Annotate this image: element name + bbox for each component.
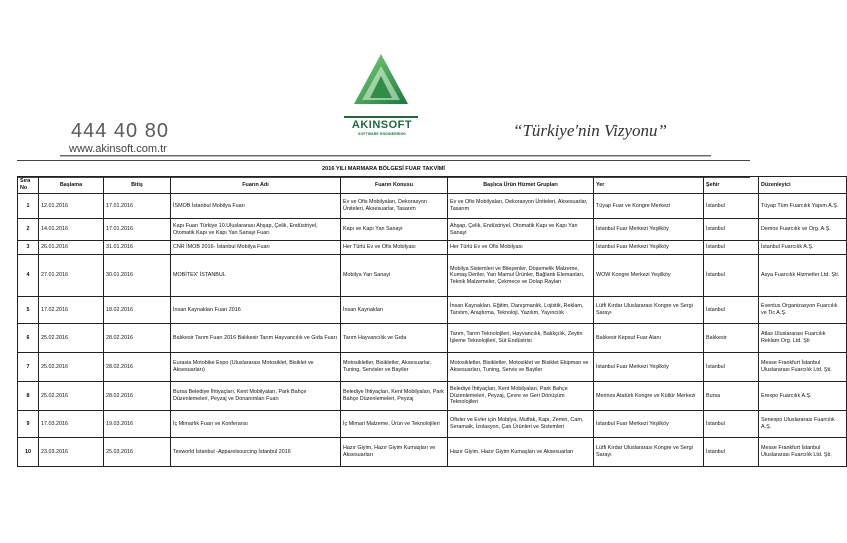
col-urun-gruplari-cell: Tarım, Tarım Teknolojileri, Hayvancılık, Balıkçılık, Zeytin İşleme Teknolojileri, Süt Endüstrisi [448,324,594,353]
col-fuar-adi-cell: İç Mimarlık Fuarı ve Konferansı [171,411,341,438]
col-sira-no-header: Sıra No [18,177,39,194]
logo-subtitle: SOFTWARE ENGINEERING [358,132,406,136]
col-urun-gruplari-cell: Ofisler ve Evler için Mobilya, Mutfak, Kapı, Zemin, Cam, Seramaik, İzolasyon, Çatı Ürünleri ve Sistemleri [448,411,594,438]
col-sehir-cell: İstanbul [704,241,759,255]
col-urun-gruplari-cell: Her Türlü Ev ve Ofis Mobilyası [448,241,594,255]
col-fuar-adi-cell: Texworld İstanbul -Apparelsourcing İstanbul 2016 [171,438,341,467]
col-yer-cell: WOW Kongre Merkezi Yeşilköy [594,255,704,297]
table-row [18,438,847,467]
table-row [18,353,847,382]
sheet-title: 2016 YILI MARMARA BÖLGESİ FUAR TAKVİMİ [17,160,750,178]
col-fuar-konusu-cell: Tarım Hayvancılık ve Gıda [341,324,448,353]
col-sira-no-cell: 7 [18,353,39,382]
col-duzenleyici-cell: Messe Frankfurt İstanbul Uluslararası Fuarcılık Ltd. Şti. [759,353,847,382]
col-bitis-cell: 28.02.2016 [104,324,171,353]
col-bitis-cell: 30.01.2016 [104,255,171,297]
col-baslama-cell: 14.01.2016 [39,219,104,241]
col-sira-no-cell: 6 [18,324,39,353]
col-sira-no-cell: 1 [18,194,39,219]
col-bitis-cell: 25.03.2016 [104,438,171,467]
col-baslama-header: Başlama [39,177,104,194]
col-sehir-cell: İstanbul [704,219,759,241]
table-row [18,382,847,411]
col-yer-cell: İstanbul Fuar Merkezi Yeşilköy [594,241,704,255]
col-bitis-cell: 17.01.2016 [104,219,171,241]
col-sira-no-cell: 4 [18,255,39,297]
col-bitis-cell: 17.01.2016 [104,194,171,219]
col-baslama-cell: 27.01.2016 [39,255,104,297]
col-fuar-konusu-cell: Belediye İhtiyaçları, Kent Mobilyaları, Park Bahçe Düzenlemeleri, Peyzaj [341,382,448,411]
col-baslama-cell: 23.03.2016 [39,438,104,467]
col-fuar-konusu-cell: Hazır Giyim, Hazır Giyim Kumaşları ve Aksesuarları [341,438,448,467]
col-duzenleyici-cell: Eventus Organizasyon Fuarcılık ve Tic A.Ş. [759,297,847,324]
col-sehir-header: Şehir [704,177,759,194]
col-duzenleyici-cell: Asya Fuarcılık Hizmetler Ltd. Şti. [759,255,847,297]
col-urun-gruplari-cell: Ahşap, Çelik, Endüstriyel, Otomatik Kapı ve Kapı Yan Sanayi [448,219,594,241]
col-bitis-cell: 31.01.2016 [104,241,171,255]
col-sehir-cell: İstanbul [704,255,759,297]
col-fuar-konusu-cell: Motosikletler, Bisikletler, Aksesuarlar, Tuning, Servisler ve Bayiler [341,353,448,382]
col-duzenleyici-cell: Demos Fuarcılık ve Org. A.Ş. [759,219,847,241]
col-bitis-header: Bitiş [104,177,171,194]
col-yer-cell: İstanbul Fuar Merkezi Yeşilköy [594,353,704,382]
col-duzenleyici-cell: Tüyap Tüm Fuarcılık Yapım A.Ş. [759,194,847,219]
col-fuar-konusu-header: Fuarın Konusu [341,177,448,194]
col-fuar-adi-cell: Kapı Fuarı Türkiye 10.Uluslararası Ahşap, Çelik, Endüstriyel, Otomatik Kapı ve Kapı Yan Sanayi Fuarı [171,219,341,241]
col-yer-cell: İstanbul Fuar Merkezi Yeşilköy [594,411,704,438]
col-sira-no-cell: 10 [18,438,39,467]
col-urun-gruplari-cell: Mobilya Sistemleri ve Bileşenler, Döşemelik Malzeme, Kumaş Deriler, Yarı Mamul Ürünler, Bağlantı Elemanları, Teknik Malzemeler, Çekmece ve Dolap Rayları [448,255,594,297]
slogan: “Türkiye'nin Vizyonu” [513,121,667,140]
col-duzenleyici-cell: Senexpo Uluslararası Fuarcılık A.Ş. [759,411,847,438]
col-fuar-konusu-cell: Mobilya Yan Sanayi [341,255,448,297]
col-fuar-adi-cell: CNR İMOB 2016- İstanbul Mobilya Fuarı [171,241,341,255]
fair-calendar-table [17,176,847,467]
col-fuar-konusu-cell: İç Mimari Malzeme, Ürün ve Teknolojileri [341,411,448,438]
table-row [18,194,847,219]
col-duzenleyici-cell: İstanbul Fuarcılık A.Ş. [759,241,847,255]
col-urun-gruplari-cell: İnsan Kaynakları, Eğitim, Danışmanlık, Lojistik, Reklam, Tanıtım, Araştırma, Teknoloji, Yazılım, Yayıncılık [448,297,594,324]
col-fuar-adi-cell: Balıkesir Tarım Fuarı 2016 Balıkesir Tarım Hayvancılık ve Gıda Fuarı [171,324,341,353]
col-fuar-konusu-cell: İnsan Kaynakları [341,297,448,324]
col-baslama-cell: 17.02.2016 [39,297,104,324]
website-link[interactable]: www.akinsoft.com.tr [69,143,167,155]
col-yer-header: Yer [594,177,704,194]
col-yer-cell: Balıkesir Kepsut Fuar Alanı [594,324,704,353]
col-fuar-konusu-cell: Ev ve Ofis Mobilyaları, Dekorasyon Üniteleri, Aksesuarlar, Tasarım [341,194,448,219]
col-fuar-konusu-cell: Kapı ve Kapı Yan Sanayi [341,219,448,241]
col-duzenleyici-cell: Atlas Uluslararası Fuarcılık Reklam Org. Ltd. Şti [759,324,847,353]
col-bitis-cell: 19.03.2016 [104,411,171,438]
col-yer-cell: İstanbul Fuar Merkezi Yeşilköy [594,219,704,241]
col-bitis-cell: 18.02.2016 [104,297,171,324]
table-row [18,297,847,324]
col-sehir-cell: Bursa [704,382,759,411]
col-bitis-cell: 28.02.2016 [104,382,171,411]
col-yer-cell: Lütfi Kırdar Uluslararası Kongre ve Sergi Sarayı [594,297,704,324]
col-sira-no-cell: 9 [18,411,39,438]
col-sira-no-cell: 3 [18,241,39,255]
col-urun-gruplari-cell: Hazır Giyim, Hazır Giyim Kumaşları ve Aksesuarları [448,438,594,467]
col-sehir-cell: İstanbul [704,194,759,219]
table-row [18,241,847,255]
logo-name: AKINSOFT [351,119,413,131]
col-fuar-adi-cell: Bursa Belediye İhtiyaçları, Kent Mobilyaları, Park Bahçe Düzenlemeleri, Peyzaj ve Donanımları Fuarı [171,382,341,411]
col-baslama-cell: 25.02.2016 [39,382,104,411]
col-yer-cell: Lütfi Kırdar Uluslararası Kongre ve Sergi Sarayı [594,438,704,467]
col-fuar-adi-cell: Eurasia Motobike Expo (Uluslararası Motosiklet, Bisiklet ve Aksesuarları) [171,353,341,382]
col-sehir-cell: İstanbul [704,411,759,438]
table-row [18,255,847,297]
col-duzenleyici-cell: Messe Frankfurt İstanbul Uluslararası Fuarcılık Ltd. Şti. [759,438,847,467]
col-bitis-cell: 28.02.2016 [104,353,171,382]
col-baslama-cell: 17.03.2016 [39,411,104,438]
col-fuar-adi-cell: İSMOB İstanbul Mobilya Fuarı [171,194,341,219]
col-sira-no-cell: 5 [18,297,39,324]
col-duzenleyici-header: Düzenleyici [759,177,847,194]
col-sira-no-cell: 8 [18,382,39,411]
col-urun-gruplari-cell: Belediye İhtiyaçları, Kent Mobilyaları, Park Bahçe Düzenlemeleri, Peyzaj, Çevre ve Geri Dönüşüm Teknolojileri [448,382,594,411]
table-row [18,219,847,241]
col-sehir-cell: Balıkesir [704,324,759,353]
col-sehir-cell: İstanbul [704,438,759,467]
col-urun-gruplari-cell: Ev ve Ofis Mobilyaları, Dekorasyon Üniteleri, Aksesuarlar, Tasarım [448,194,594,219]
col-baslama-cell: 12.01.2016 [39,194,104,219]
col-fuar-konusu-cell: Her Türlü Ev ve Ofis Mobilyası [341,241,448,255]
header-row [18,177,847,194]
col-baslama-cell: 25.02.2016 [39,324,104,353]
col-duzenleyici-cell: Erexpo Fuarcılık A.Ş. [759,382,847,411]
col-sehir-cell: İstanbul [704,297,759,324]
col-fuar-adi-cell: İnsan Kaynakları Fuarı 2016 [171,297,341,324]
col-sira-no-cell: 2 [18,219,39,241]
col-baslama-cell: 26.01.2016 [39,241,104,255]
table-body [18,194,847,467]
table-row [18,411,847,438]
col-fuar-adi-cell: MOBİTEX' İSTANBUL [171,255,341,297]
col-yer-cell: Tüyap Fuar ve Kongre Merkezi [594,194,704,219]
col-sehir-cell: İstanbul [704,353,759,382]
col-fuar-adi-header: Fuarın Adı [171,177,341,194]
col-urun-gruplari-header: Başlıca Ürün Hizmet Grupları [448,177,594,194]
col-yer-cell: Merinos Atatürk Kongre ve Kültür Merkezi [594,382,704,411]
col-urun-gruplari-cell: Motosikletler, Bisikletler, Motosiklet ve Bisiklet Ekipman ve Aksesuarları, Tuning, Servis ve Bayiler [448,353,594,382]
phone-number: 444 40 80 [71,120,169,142]
header-divider-shadow [60,156,711,157]
col-baslama-cell: 25.02.2016 [39,353,104,382]
table-row [18,324,847,353]
